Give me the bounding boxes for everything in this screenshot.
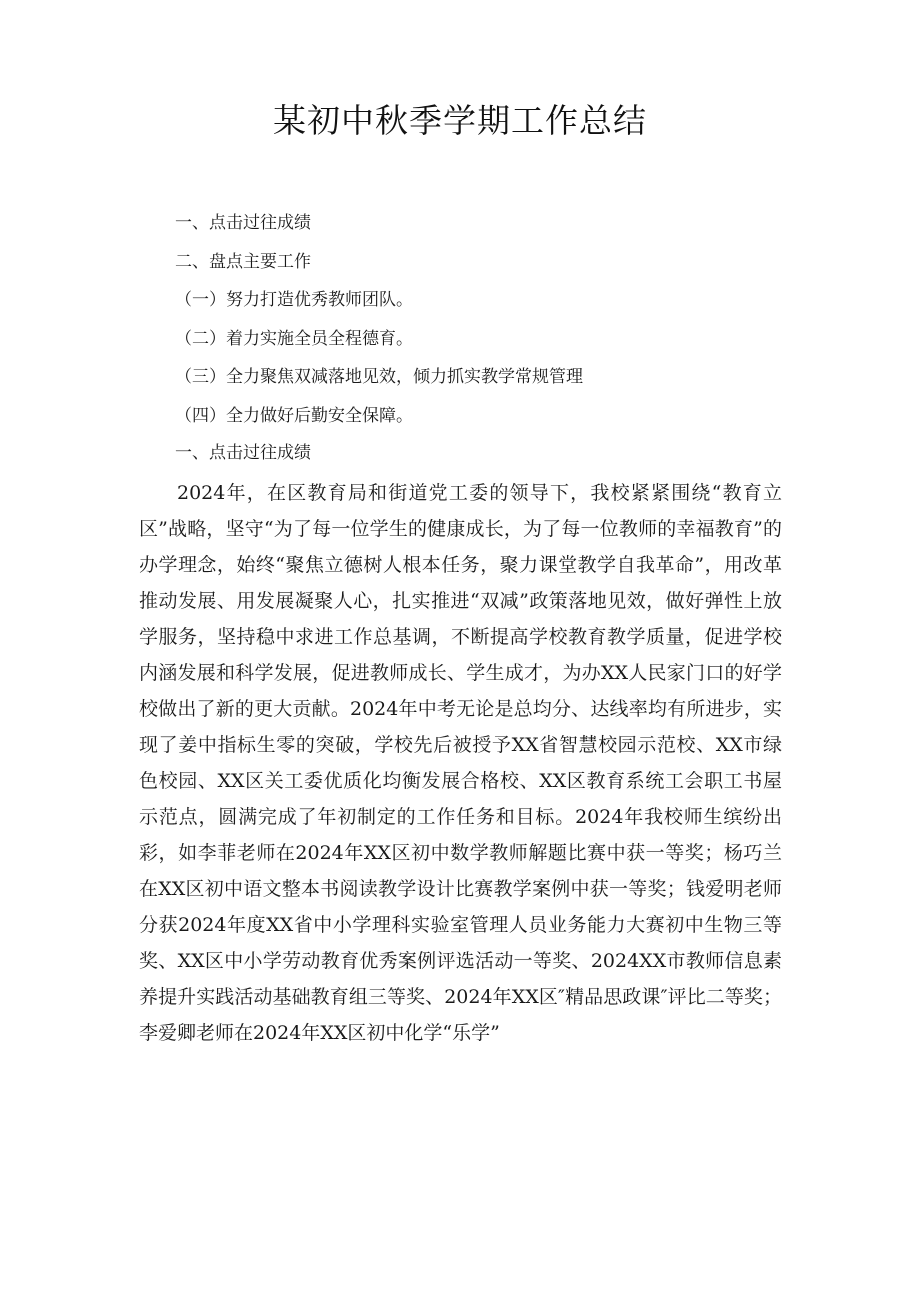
toc-item: （一）努力打造优秀教师团队。 bbox=[175, 290, 413, 310]
toc-item: 二、盘点主要工作 bbox=[175, 251, 311, 272]
toc-item: （四）全力做好后勤安全保障。 bbox=[175, 405, 413, 426]
toc-item: 一、点击过往成绩 bbox=[175, 213, 311, 233]
section-heading: 一、点击过往成绩 bbox=[175, 443, 311, 463]
toc-item: （二）着力实施全员全程德育。 bbox=[175, 328, 413, 349]
toc-item: （三）全力聚焦双减落地见效，倾力抓实教学常规管理 bbox=[175, 367, 583, 387]
table-of-contents bbox=[175, 204, 815, 435]
document-title: 某初中秋季学期工作总结 bbox=[273, 101, 647, 140]
body-paragraph: 2024年，在区教育局和街道党工委的领导下，我校紧紧围绕“教育立区”战略，坚守“为了每一位学生的健康成长，为了每一位教师的幸福教育”的办学理念，始终“聚焦立德树人根本任务，聚力课堂教学自我革命”，用改革推动发展、用发展凝聚人心，扎实推进“双减”政策落地见效，做好弹性上放学服务，坚持稳中求进工作总基调，不断提高学校教育教学质量，促进学校内涵发展和科学发展，促进教师成长、学生成才，为办XX人民家门口的好学校做出了新的更大贡献。2024年中考无论是总均分、达线率均有所进步，实现了姜中指标生零的突破，学校先后被授予XX省智慧校园示范校、XX市绿色校园、XX区关工委优质化均衡发展合格校、XX区教育系统工会职工书屋示范点，圆满完成了年初制定的工作任务和目标。2024年我校师生缤纷出彩，如李菲老师在2024年XX区初中数学教师解题比赛中获一等奖；杨巧兰在XX区初中语文整本书阅读教学设计比赛教学案例中获一等奖；钱爱明老师分获2024年度XX省中小学理科实验室管理人员业务能力大赛初中生物三等奖、XX区中小学劳动教育优秀案例评选活动一等奖、2024XX市教师信息素养提升实践活动基础教育组三等奖、2024年XX区″精品思政课″评比二等奖；李爱卿老师在2024年XX区初中化学“乐学” bbox=[139, 482, 782, 1044]
